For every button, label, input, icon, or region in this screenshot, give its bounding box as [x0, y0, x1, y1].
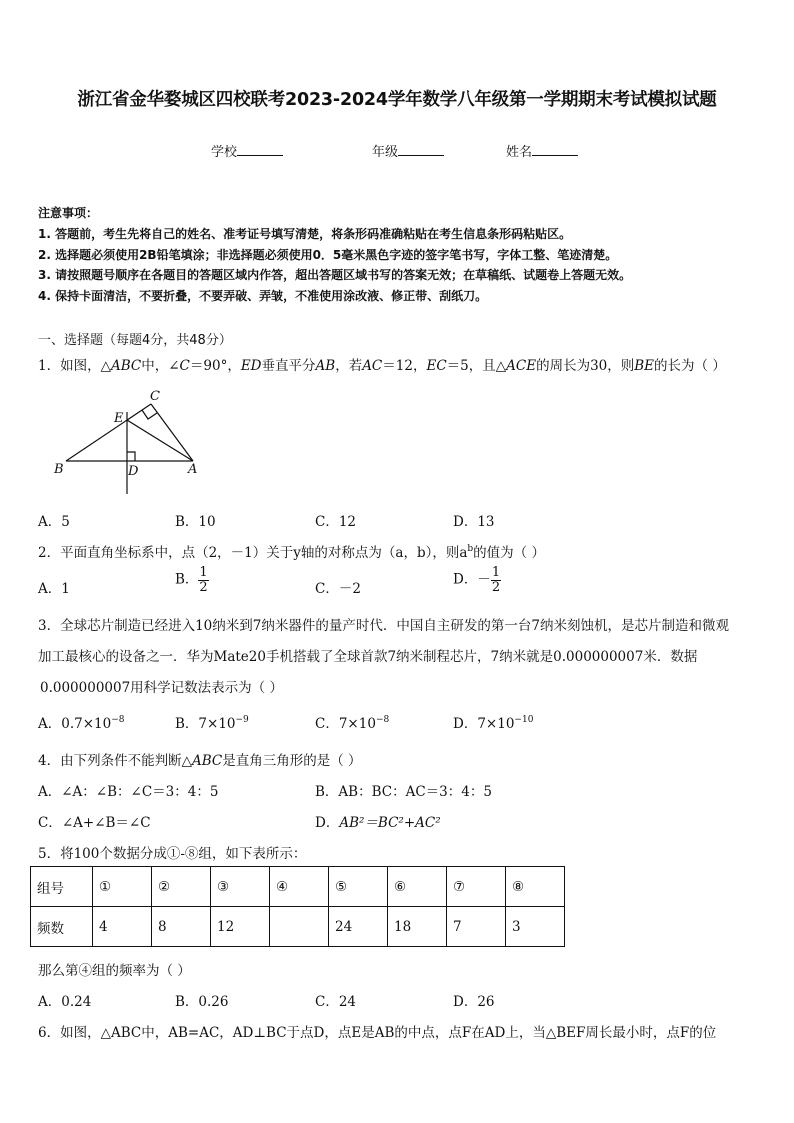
notice-item: 4. 保持卡面清洁，不要折叠，不要弄破、弄皱，不准使用涂改液、修正带、刮纸刀。 [38, 289, 488, 303]
q3-option-b[interactable]: B．$7\times 10^{-9}$ [175, 715, 249, 732]
notice-item: 3. 请按照题号顺序在各题目的答题区域内作答，超出答题区域书写的答案无效；在草稿纸、试题卷上答题无效。 [38, 268, 632, 282]
table-cell: 18 [388, 907, 447, 947]
right-angle-mark-c [142, 410, 157, 419]
table-header-cell: ⑤ [329, 867, 388, 907]
question-1-stem: 1．如图，△ABC中，∠C＝90°，ED垂直平分AB，若AC＝12，EC＝5，且△ACE的周长为30，则BE的长为（ ） [38, 358, 726, 374]
table-header-cell: ⑦ [447, 867, 506, 907]
table-cell: 3 [506, 907, 565, 947]
q2-option-d[interactable]: D．－ $\frac{1}{2}$ [453, 565, 501, 595]
q4-option-c[interactable]: C．∠A+∠B＝∠C [38, 815, 151, 831]
question-4-stem: 4．由下列条件不能判断△ABC是直角三角形的是（ ） [38, 753, 362, 769]
side-ca [151, 404, 193, 461]
question-2-stem: 2．平面直角坐标系中，点（2，－1）关于y轴的对称点为（a，b），则$a^b$的值为（ ） [38, 544, 545, 561]
q1-option-b[interactable]: B．10 [175, 514, 216, 530]
q5-option-b[interactable]: B．0.26 [175, 994, 229, 1010]
table-header-cell: ② [152, 867, 211, 907]
question-5-question: 那么第④组的频率为（ ） [38, 963, 191, 979]
table-header-cell: ① [93, 867, 152, 907]
page-title: 浙江省金华婺城区四校联考2023-2024学年数学八年级第一学期期末考试模拟试题 [77, 90, 717, 110]
school-blank [237, 143, 283, 156]
q4-option-d[interactable]: D．AB²＝BC²+AC² [315, 815, 441, 831]
grade-label: 年级 [372, 145, 399, 160]
table-header-cell: ⑥ [388, 867, 447, 907]
name-blank [532, 143, 578, 156]
table-row [31, 907, 565, 947]
q5-option-d[interactable]: D．26 [453, 994, 495, 1010]
notice-item: 2. 选择题必须使用2B铅笔填涂；非选择题必须使用0．5毫米黑色字迹的签字笔书写，字体工整、笔迹清楚。 [38, 248, 618, 262]
grade-blank [398, 143, 444, 156]
q2-option-a[interactable]: A．1 [38, 581, 70, 597]
q2-option-b[interactable]: B． $\frac{1}{2}$ [175, 565, 208, 595]
label-b: B [54, 462, 64, 477]
name-field [506, 141, 578, 160]
notice-heading: 注意事项： [38, 206, 99, 220]
section-heading: 一、选择题（每题4分，共48分） [38, 333, 232, 348]
table-cell: 频数 [31, 907, 93, 947]
table-header-cell: ③ [211, 867, 270, 907]
table-row [31, 867, 565, 907]
table-header-cell: ④ [270, 867, 329, 907]
table-header-cell: 组号 [31, 867, 93, 907]
question-3-line-1: 3．全球芯片制造已经进入10纳米到7纳米器件的量产时代．中国自主研发的第一台7纳米刻蚀机，是芯片制造和微观 [38, 618, 729, 634]
frequency-table [30, 866, 565, 947]
table-header-cell: ⑧ [506, 867, 565, 907]
right-angle-mark-d [127, 452, 135, 461]
table-cell: 4 [93, 907, 152, 947]
school-field [211, 141, 283, 160]
table-cell: 12 [211, 907, 270, 947]
question-5-stem: 5．将100个数据分成①-⑧组，如下表所示： [38, 846, 307, 862]
q1-option-a[interactable]: A．5 [38, 514, 70, 530]
label-c: C [150, 389, 160, 404]
school-label: 学校 [211, 145, 238, 160]
table-cell: 24 [329, 907, 388, 947]
label-e: E [114, 411, 124, 426]
q1-option-c[interactable]: C．12 [315, 514, 357, 530]
label-d: D [128, 464, 139, 479]
table-cell: 7 [447, 907, 506, 947]
q3-option-d[interactable]: D．$7\times 10^{-10}$ [453, 715, 534, 732]
label-a: A [188, 462, 198, 477]
name-label: 姓名 [506, 145, 533, 160]
question-1-figure [46, 382, 216, 500]
grade-field [372, 141, 444, 160]
q4-option-a[interactable]: A．∠A：∠B：∠C＝3：4：5 [38, 784, 219, 800]
table-cell: 8 [152, 907, 211, 947]
side-bc [66, 404, 151, 461]
question-3-line-2: 加工最核心的设备之一．华为Mate20手机搭载了全球首款7纳米制程芯片，7纳米就是0.000000007米．数据 [38, 649, 698, 665]
segment-ea [127, 420, 193, 461]
q1-option-d[interactable]: D．13 [453, 514, 495, 530]
table-cell [270, 907, 329, 947]
q3-option-a[interactable]: A．$0.7\times 10^{-8}$ [38, 715, 125, 732]
q4-option-b[interactable]: B．AB：BC：AC＝3：4：5 [315, 784, 492, 800]
question-3-line-3: 0.000000007用科学记数法表示为（ ） [40, 680, 283, 696]
q2-option-c[interactable]: C．－2 [315, 581, 361, 597]
notice-item: 1. 答题前，考生先将自己的姓名、准考证号填写清楚，将条形码准确粘贴在考生信息条形码粘贴区。 [38, 227, 572, 241]
q5-option-a[interactable]: A．0.24 [38, 994, 92, 1010]
q5-option-c[interactable]: C．24 [315, 994, 357, 1010]
q3-option-c[interactable]: C．$7\times 10^{-8}$ [315, 715, 390, 732]
question-6-stem: 6．如图，△ABC中，AB=AC，AD⊥BC于点D，点E是AB的中点，点F在AD上，当△BEF周长最小时，点F的位 [38, 1025, 717, 1041]
